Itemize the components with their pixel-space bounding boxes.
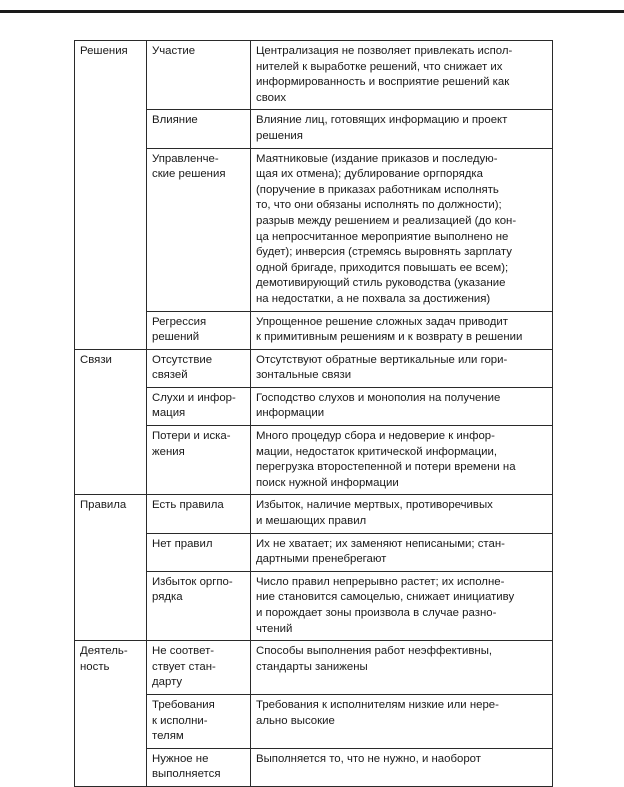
aspect-cell — [147, 533, 251, 571]
description-text: Влияние лиц, готовящих информацию и проект решения — [256, 114, 508, 142]
aspect-label: Слухи и инфор- мация — [152, 391, 236, 420]
table-row — [75, 426, 553, 495]
description-text: Маятниковые (издание приказов и последую- щая их отмена); дублирование оргпорядка (поручение в приказах работникам исполнять то, что они обязаны исполнять по должности); разрыв между решением и реализацией (до кон- ца непросчитанное мероприятие выполнено не будет); инверсия (стремясь выровнять зарплату одной бригаде, приходится повышать ее всем); демотивирующий стиль руководства (указание на недостатки, а не похвала за достижения) — [256, 152, 517, 305]
aspect-cell — [147, 110, 251, 148]
aspect-cell — [147, 426, 251, 495]
table-row — [75, 148, 553, 311]
description-text: Господство слухов и монополия на получение информации — [256, 391, 501, 420]
aspect-label: Регрессия решений — [152, 315, 207, 344]
description-cell — [251, 694, 553, 748]
aspect-cell — [147, 495, 251, 533]
table-row — [75, 641, 553, 695]
description-cell — [251, 495, 553, 533]
aspect-label: Есть правила — [152, 499, 224, 512]
category-label: Деятель- ность — [80, 645, 128, 673]
table-row — [75, 387, 553, 425]
aspect-cell — [147, 387, 251, 425]
aspect-cell — [147, 641, 251, 695]
description-text: Избыток, наличие мертвых, противоречивых и мешающих правил — [256, 499, 493, 528]
description-text: Централизация не позволяет привлекать испол- нителей к выработке решений, что снижает их информированность и восприятие решений как своих — [256, 45, 513, 104]
category-cell — [75, 495, 147, 641]
aspect-cell — [147, 694, 251, 748]
aspect-cell — [147, 349, 251, 387]
aspect-label: Требования к исполни- телям — [152, 698, 215, 743]
aspect-label: Отсутствие связей — [152, 353, 213, 382]
description-text: Их не хватает; их заменяют неписаными; стан- дартными пренебрегают — [256, 537, 505, 566]
description-text: Отсутствуют обратные вертикальные или гори- зонтальные связи — [256, 353, 508, 382]
description-cell — [251, 349, 553, 387]
table-row — [75, 748, 553, 786]
description-text: Выполняется то, что не нужно, и наоборот — [256, 752, 481, 765]
table-row — [75, 311, 553, 349]
description-cell — [251, 533, 553, 571]
description-text: Способы выполнения работ неэффективны, стандарты занижены — [256, 645, 493, 673]
description-text: Число правил непрерывно растет; их исполне- ние становится самоцелью, снижает инициативу и порождает зоны произвола в случае разно- чтений — [256, 575, 515, 635]
table-row — [75, 495, 553, 533]
page-top-rule — [0, 10, 624, 13]
aspect-label: Нужное не выполняется — [152, 752, 221, 781]
aspect-cell — [147, 748, 251, 786]
aspect-cell — [147, 571, 251, 640]
aspect-cell — [147, 311, 251, 349]
description-cell — [251, 387, 553, 425]
table-row — [75, 694, 553, 748]
aspect-cell — [147, 41, 251, 110]
table-row — [75, 349, 553, 387]
table-row — [75, 533, 553, 571]
aspect-label: Избыток оргпо- рядка — [152, 575, 233, 604]
category-label: Связи — [80, 353, 112, 366]
description-cell — [251, 571, 553, 640]
description-text: Упрощенное решение сложных задач приводит к примитивным решениям и к возврату в решении — [256, 315, 523, 344]
description-cell — [251, 110, 553, 148]
aspect-label: Влияние — [152, 114, 198, 127]
problems-table — [74, 40, 553, 787]
description-cell — [251, 41, 553, 110]
aspect-label: Управленче- ские решения — [152, 152, 226, 181]
table-row — [75, 41, 553, 110]
aspect-label: Потери и иска- жения — [152, 430, 231, 458]
category-cell — [75, 349, 147, 495]
category-label: Правила — [80, 499, 127, 512]
aspect-label: Не соответ- ствует стан- дарту — [152, 645, 216, 689]
description-cell — [251, 148, 553, 311]
category-label: Решения — [80, 45, 128, 57]
description-cell — [251, 426, 553, 495]
aspect-label: Участие — [152, 45, 196, 57]
aspect-cell — [147, 148, 251, 311]
description-cell — [251, 641, 553, 695]
description-cell — [251, 748, 553, 786]
category-cell — [75, 641, 147, 787]
category-cell — [75, 41, 147, 350]
description-text: Много процедур сбора и недоверие к инфор- мации, недостаток критической информации, перегрузка второстепенной и потери времени на поиск нужной информации — [256, 430, 516, 489]
table-row — [75, 571, 553, 640]
aspect-label: Нет правил — [152, 537, 213, 550]
table-row — [75, 110, 553, 148]
description-cell — [251, 311, 553, 349]
description-text: Требования к исполнителям низкие или нере- ально высокие — [256, 698, 499, 727]
